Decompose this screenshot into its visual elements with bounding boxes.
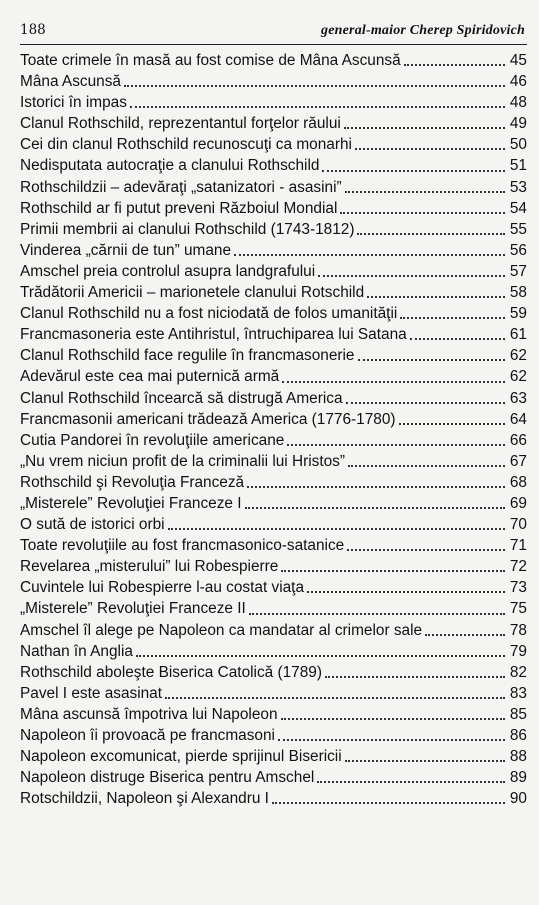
toc-entry	[20, 641, 527, 662]
toc-entry-page: 69	[509, 494, 527, 512]
toc-entry	[20, 366, 527, 387]
toc-entry-page: 56	[509, 241, 527, 259]
toc-entry-page: 85	[509, 705, 527, 723]
toc-entry-title: Rothschildzii – adevăraţi „satanizatori - asasini”	[20, 178, 342, 196]
toc-entry-title: Francmasoneria este Antihristul, întruchiparea lui Satana	[20, 326, 407, 344]
toc-entry	[20, 409, 527, 430]
toc-entry-title: Rothschild aboleşte Biserica Catolică (1789)	[20, 663, 322, 681]
toc-entry-title: Cei din clanul Rothschild recunoscuţi ca monarhi	[20, 136, 352, 154]
running-head: general-maior Cherep Spiridovich	[321, 23, 525, 38]
toc-entry-title: Napoleon îi provoacă pe francmasoni	[20, 727, 275, 744]
toc-entry-page: 73	[509, 579, 527, 597]
toc-entry	[20, 219, 527, 240]
toc-entry	[20, 430, 527, 451]
toc-entry-page: 58	[509, 284, 527, 302]
dot-leader	[340, 212, 505, 214]
toc-entry-title: Revelarea „misterului” lui Robespierre	[20, 558, 279, 576]
toc-entry-page: 46	[509, 73, 527, 91]
dot-leader	[234, 254, 505, 256]
dot-leader	[136, 655, 505, 657]
toc-entry-title: „Misterele” Revoluţiei Franceze II	[20, 600, 246, 618]
dot-leader	[348, 465, 505, 467]
toc-entry-page: 54	[509, 199, 527, 217]
dot-leader	[307, 591, 505, 593]
dot-leader	[278, 739, 505, 741]
toc-entry-page: 49	[509, 115, 527, 133]
dot-leader	[130, 106, 505, 108]
toc-entry-page: 86	[509, 727, 527, 744]
toc-entry	[20, 50, 527, 71]
toc-entry-title: Clanul Rothschild încearcă să distrugă America	[20, 389, 343, 407]
toc-entry-page: 45	[509, 52, 527, 69]
dot-leader	[345, 760, 505, 762]
dot-leader	[249, 613, 505, 615]
toc-entry-page: 89	[509, 769, 527, 787]
toc-entry	[20, 282, 527, 303]
toc-entry	[20, 71, 527, 92]
dot-leader	[400, 317, 505, 319]
toc-entry	[20, 493, 527, 514]
toc-entry-page: 70	[509, 516, 527, 534]
toc-entry-title: Mâna ascunsă împotriva lui Napoleon	[20, 705, 278, 723]
dot-leader	[346, 402, 505, 404]
toc-entry-page: 72	[509, 558, 527, 576]
toc-entry-title: Trădătorii Americii – marionetele clanului Rotschild	[20, 284, 365, 302]
dot-leader	[245, 507, 505, 509]
toc-entry-title: Cutia Pandorei în revoluţiile americane	[20, 431, 285, 449]
dot-leader	[347, 549, 505, 551]
toc-entry-page: 75	[509, 600, 527, 618]
toc-entry	[20, 345, 527, 366]
toc-entry	[20, 577, 527, 598]
table-of-contents	[20, 50, 527, 809]
dot-leader	[425, 634, 505, 636]
toc-entry	[20, 198, 527, 219]
toc-entry-title: Nathan în Anglia	[20, 642, 133, 660]
toc-entry-title: Pavel I este asasinat	[20, 684, 163, 702]
toc-entry	[20, 472, 527, 493]
toc-entry-page: 62	[509, 368, 527, 386]
toc-entry	[20, 746, 527, 767]
toc-entry-page: 62	[509, 347, 527, 365]
dot-leader	[281, 570, 505, 572]
toc-entry	[20, 134, 527, 155]
toc-entry-page: 88	[509, 748, 527, 766]
dot-leader	[355, 148, 505, 150]
dot-leader	[124, 85, 505, 87]
toc-entry	[20, 240, 527, 261]
toc-entry-title: Francmasonii americani trădează America (1776-1780)	[20, 410, 396, 428]
toc-entry-title: O sută de istorici orbi	[20, 516, 165, 534]
toc-entry-page: 57	[509, 262, 527, 280]
dot-leader	[322, 170, 505, 172]
dot-leader	[325, 676, 505, 678]
dot-leader	[367, 296, 505, 298]
dot-leader	[399, 423, 505, 425]
toc-entry-page: 64	[509, 410, 527, 428]
toc-entry-page: 82	[509, 663, 527, 681]
toc-entry-title: Primii membrii ai clanului Rothschild (1743-1812)	[20, 220, 355, 238]
page-number: 188	[20, 22, 46, 38]
toc-entry-title: Toate crimele în masă au fost comise de Mâna Ascunsă	[20, 52, 401, 69]
toc-entry-page: 53	[509, 178, 527, 196]
toc-entry-page: 83	[509, 684, 527, 702]
toc-entry-page: 71	[509, 537, 527, 555]
toc-entry-title: Mâna Ascunsă	[20, 73, 121, 91]
dot-leader	[317, 781, 505, 783]
toc-entry-title: Clanul Rothschild nu a fost niciodată de folos umanităţii	[20, 305, 398, 323]
toc-entry-page: 78	[509, 621, 527, 639]
dot-leader	[287, 444, 505, 446]
toc-entry-page: 59	[509, 305, 527, 323]
dot-leader	[168, 528, 505, 530]
dot-leader	[344, 127, 505, 129]
dot-leader	[410, 338, 505, 340]
toc-entry-page: 79	[509, 642, 527, 660]
toc-entry	[20, 514, 527, 535]
dot-leader	[281, 718, 505, 720]
toc-entry	[20, 177, 527, 198]
dot-leader	[345, 191, 505, 193]
toc-entry	[20, 683, 527, 704]
toc-entry	[20, 261, 527, 282]
dot-leader	[282, 381, 505, 383]
toc-entry	[20, 598, 527, 619]
toc-entry-page: 51	[509, 157, 527, 175]
toc-entry-page: 66	[509, 431, 527, 449]
toc-entry	[20, 155, 527, 176]
toc-entry-page: 67	[509, 452, 527, 470]
toc-entry	[20, 303, 527, 324]
toc-entry-title: Nedisputata autocraţie a clanului Rothschild	[20, 157, 320, 175]
dot-leader	[165, 697, 505, 699]
toc-entry	[20, 788, 527, 809]
dot-leader	[404, 64, 505, 66]
toc-entry	[20, 620, 527, 641]
toc-entry-title: Napoleon excomunicat, pierde sprijinul Bisericii	[20, 748, 342, 766]
toc-entry-page: 68	[509, 473, 527, 491]
toc-entry-title: Rothschild ar fi putut preveni Războiul Mondial	[20, 199, 338, 217]
toc-entry-title: Amschel preia controlul asupra landgrafului	[20, 262, 316, 280]
toc-entry	[20, 662, 527, 683]
toc-entry-title: Rothschild şi Revoluţia Franceză	[20, 473, 245, 491]
toc-entry-title: „Misterele” Revoluţiei Franceze I	[20, 494, 242, 512]
toc-entry-title: Cuvintele lui Robespierre l-au costat viaţa	[20, 579, 305, 597]
toc-entry-page: 63	[509, 389, 527, 407]
toc-entry	[20, 704, 527, 725]
toc-entry	[20, 113, 527, 134]
toc-entry-title: „Nu vrem niciun profit de la criminalii lui Hristos”	[20, 452, 345, 470]
toc-entry-title: Istorici în impas	[20, 94, 127, 112]
toc-entry-title: Rotschildzii, Napoleon şi Alexandru I	[20, 790, 269, 808]
toc-entry	[20, 92, 527, 113]
toc-entry-title: Toate revoluţiile au fost francmasonico-satanice	[20, 537, 345, 555]
toc-entry	[20, 535, 527, 556]
dot-leader	[318, 275, 505, 277]
toc-entry	[20, 388, 527, 409]
toc-entry-page: 61	[509, 326, 527, 344]
dot-leader	[358, 359, 506, 361]
toc-entry-page: 50	[509, 136, 527, 154]
toc-entry-page: 55	[509, 220, 527, 238]
toc-entry-title: Clanul Rothschild, reprezentantul forţelor răului	[20, 115, 341, 133]
toc-entry-page: 48	[509, 94, 527, 112]
dot-leader	[272, 802, 505, 804]
page-header	[20, 20, 527, 45]
toc-entry	[20, 767, 527, 788]
toc-entry-title: Napoleon distruge Biserica pentru Amschel	[20, 769, 315, 787]
toc-entry	[20, 324, 527, 345]
toc-entry-title: Adevărul este cea mai puternică armă	[20, 368, 280, 386]
dot-leader	[247, 486, 505, 488]
toc-entry-title: Vinderea „cărnii de tun” umane	[20, 241, 232, 259]
toc-entry	[20, 725, 527, 746]
toc-entry-page: 90	[509, 790, 527, 808]
toc-entry-title: Amschel îl alege pe Napoleon ca mandatar al crimelor sale	[20, 621, 423, 639]
toc-entry	[20, 556, 527, 577]
toc-entry-title: Clanul Rothschild face regulile în francmasonerie	[20, 347, 355, 365]
toc-entry	[20, 451, 527, 472]
dot-leader	[357, 233, 505, 235]
